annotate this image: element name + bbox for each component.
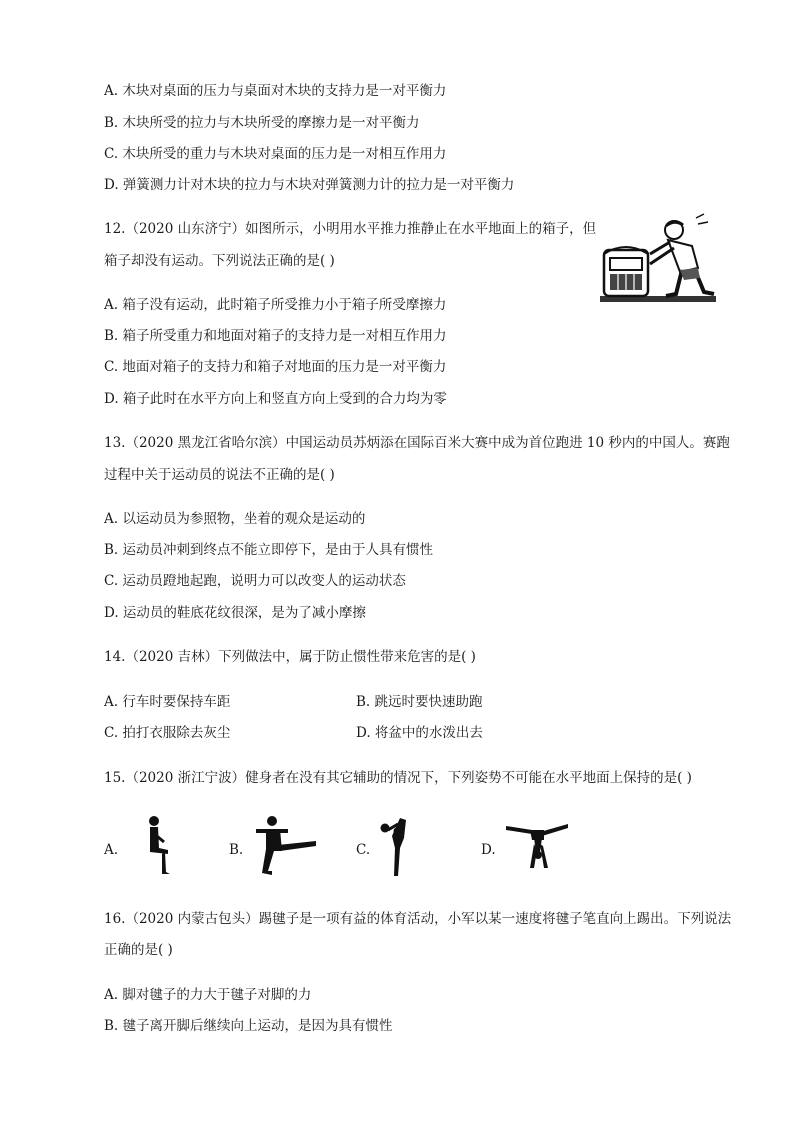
sitting-figure-icon <box>134 814 174 882</box>
q14-option-c: C. 拍打衣服除去灰尘 <box>104 725 231 741</box>
q16-option-b: B. 毽子离开脚后继续向上运动，是因为具有惯性 <box>104 1018 393 1034</box>
q13-option-d: D. 运动员的鞋底花纹很深，是为了减小摩擦 <box>104 605 366 621</box>
q12-option-d: D. 箱子此时在水平方向上和竖直方向上受到的合力均为零 <box>104 391 447 407</box>
boy-pushing-box-illustration <box>600 212 716 304</box>
q13-stem-line1: 13.（2020 黑龙江省哈尔滨）中国运动员苏炳添在国际百米大赛中成为首位跑进 10 秒内的中国人。赛跑 <box>104 435 730 451</box>
q14-option-a: A. 行车时要保持车距 <box>104 694 231 710</box>
ball-gymnast-figure-icon <box>378 814 414 882</box>
q15-option-d-label: D. <box>481 842 496 858</box>
q11-option-c: C. 木块所受的重力与木块对桌面的压力是一对相互作用力 <box>104 146 447 162</box>
q13-stem-line2: 过程中关于运动员的说法不正确的是( ) <box>104 467 335 483</box>
q12-stem-line1: 12.（2020 山东济宁）如图所示，小明用水平推力推静止在水平地面上的箱子，但 <box>104 221 597 237</box>
q15-option-c-label: C. <box>356 842 371 858</box>
q12-option-c: C. 地面对箱子的支持力和箱子对地面的压力是一对平衡力 <box>104 359 447 375</box>
q16-stem-line1: 16.（2020 内蒙古包头）踢毽子是一项有益的体育活动，小军以某一速度将毽子笔直向上踢出。下列说法 <box>104 911 732 927</box>
split-balance-figure-icon <box>504 822 570 876</box>
q14-option-b: B. 跳远时要快速助跑 <box>356 694 483 710</box>
kicking-figure-icon <box>252 815 318 881</box>
q13-option-a: A. 以运动员为参照物，坐着的观众是运动的 <box>104 511 366 527</box>
q14-option-d: D. 将盆中的水泼出去 <box>356 725 483 741</box>
q16-option-a: A. 脚对毽子的力大于毽子对脚的力 <box>104 987 312 1003</box>
q12-option-b: B. 箱子所受重力和地面对箱子的支持力是一对相互作用力 <box>104 328 447 344</box>
q16-stem-line2: 正确的是( ) <box>104 942 173 958</box>
q15-option-a-label: A. <box>104 842 119 858</box>
q12-option-a: A. 箱子没有运动，此时箱子所受推力小于箱子所受摩擦力 <box>104 297 447 313</box>
q11-option-a: A. 木块对桌面的压力与桌面对木块的支持力是一对平衡力 <box>104 83 447 99</box>
q13-option-b: B. 运动员冲刺到终点不能立即停下，是由于人具有惯性 <box>104 542 434 558</box>
q15-stem: 15.（2020 浙江宁波）健身者在没有其它辅助的情况下，下列姿势不可能在水平地面上保持的是( ) <box>104 770 692 786</box>
q12-stem-line2: 箱子却没有运动。下列说法正确的是( ) <box>104 253 335 269</box>
q14-stem: 14.（2020 吉林）下列做法中，属于防止惯性带来危害的是( ) <box>104 649 476 665</box>
q15-option-b-label: B. <box>229 842 244 858</box>
q11-option-b: B. 木块所受的拉力与木块所受的摩擦力是一对平衡力 <box>104 115 420 131</box>
q13-option-c: C. 运动员蹬地起跑，说明力可以改变人的运动状态 <box>104 573 406 589</box>
q11-option-d: D. 弹簧测力计对木块的拉力与木块对弹簧测力计的拉力是一对平衡力 <box>104 177 515 193</box>
